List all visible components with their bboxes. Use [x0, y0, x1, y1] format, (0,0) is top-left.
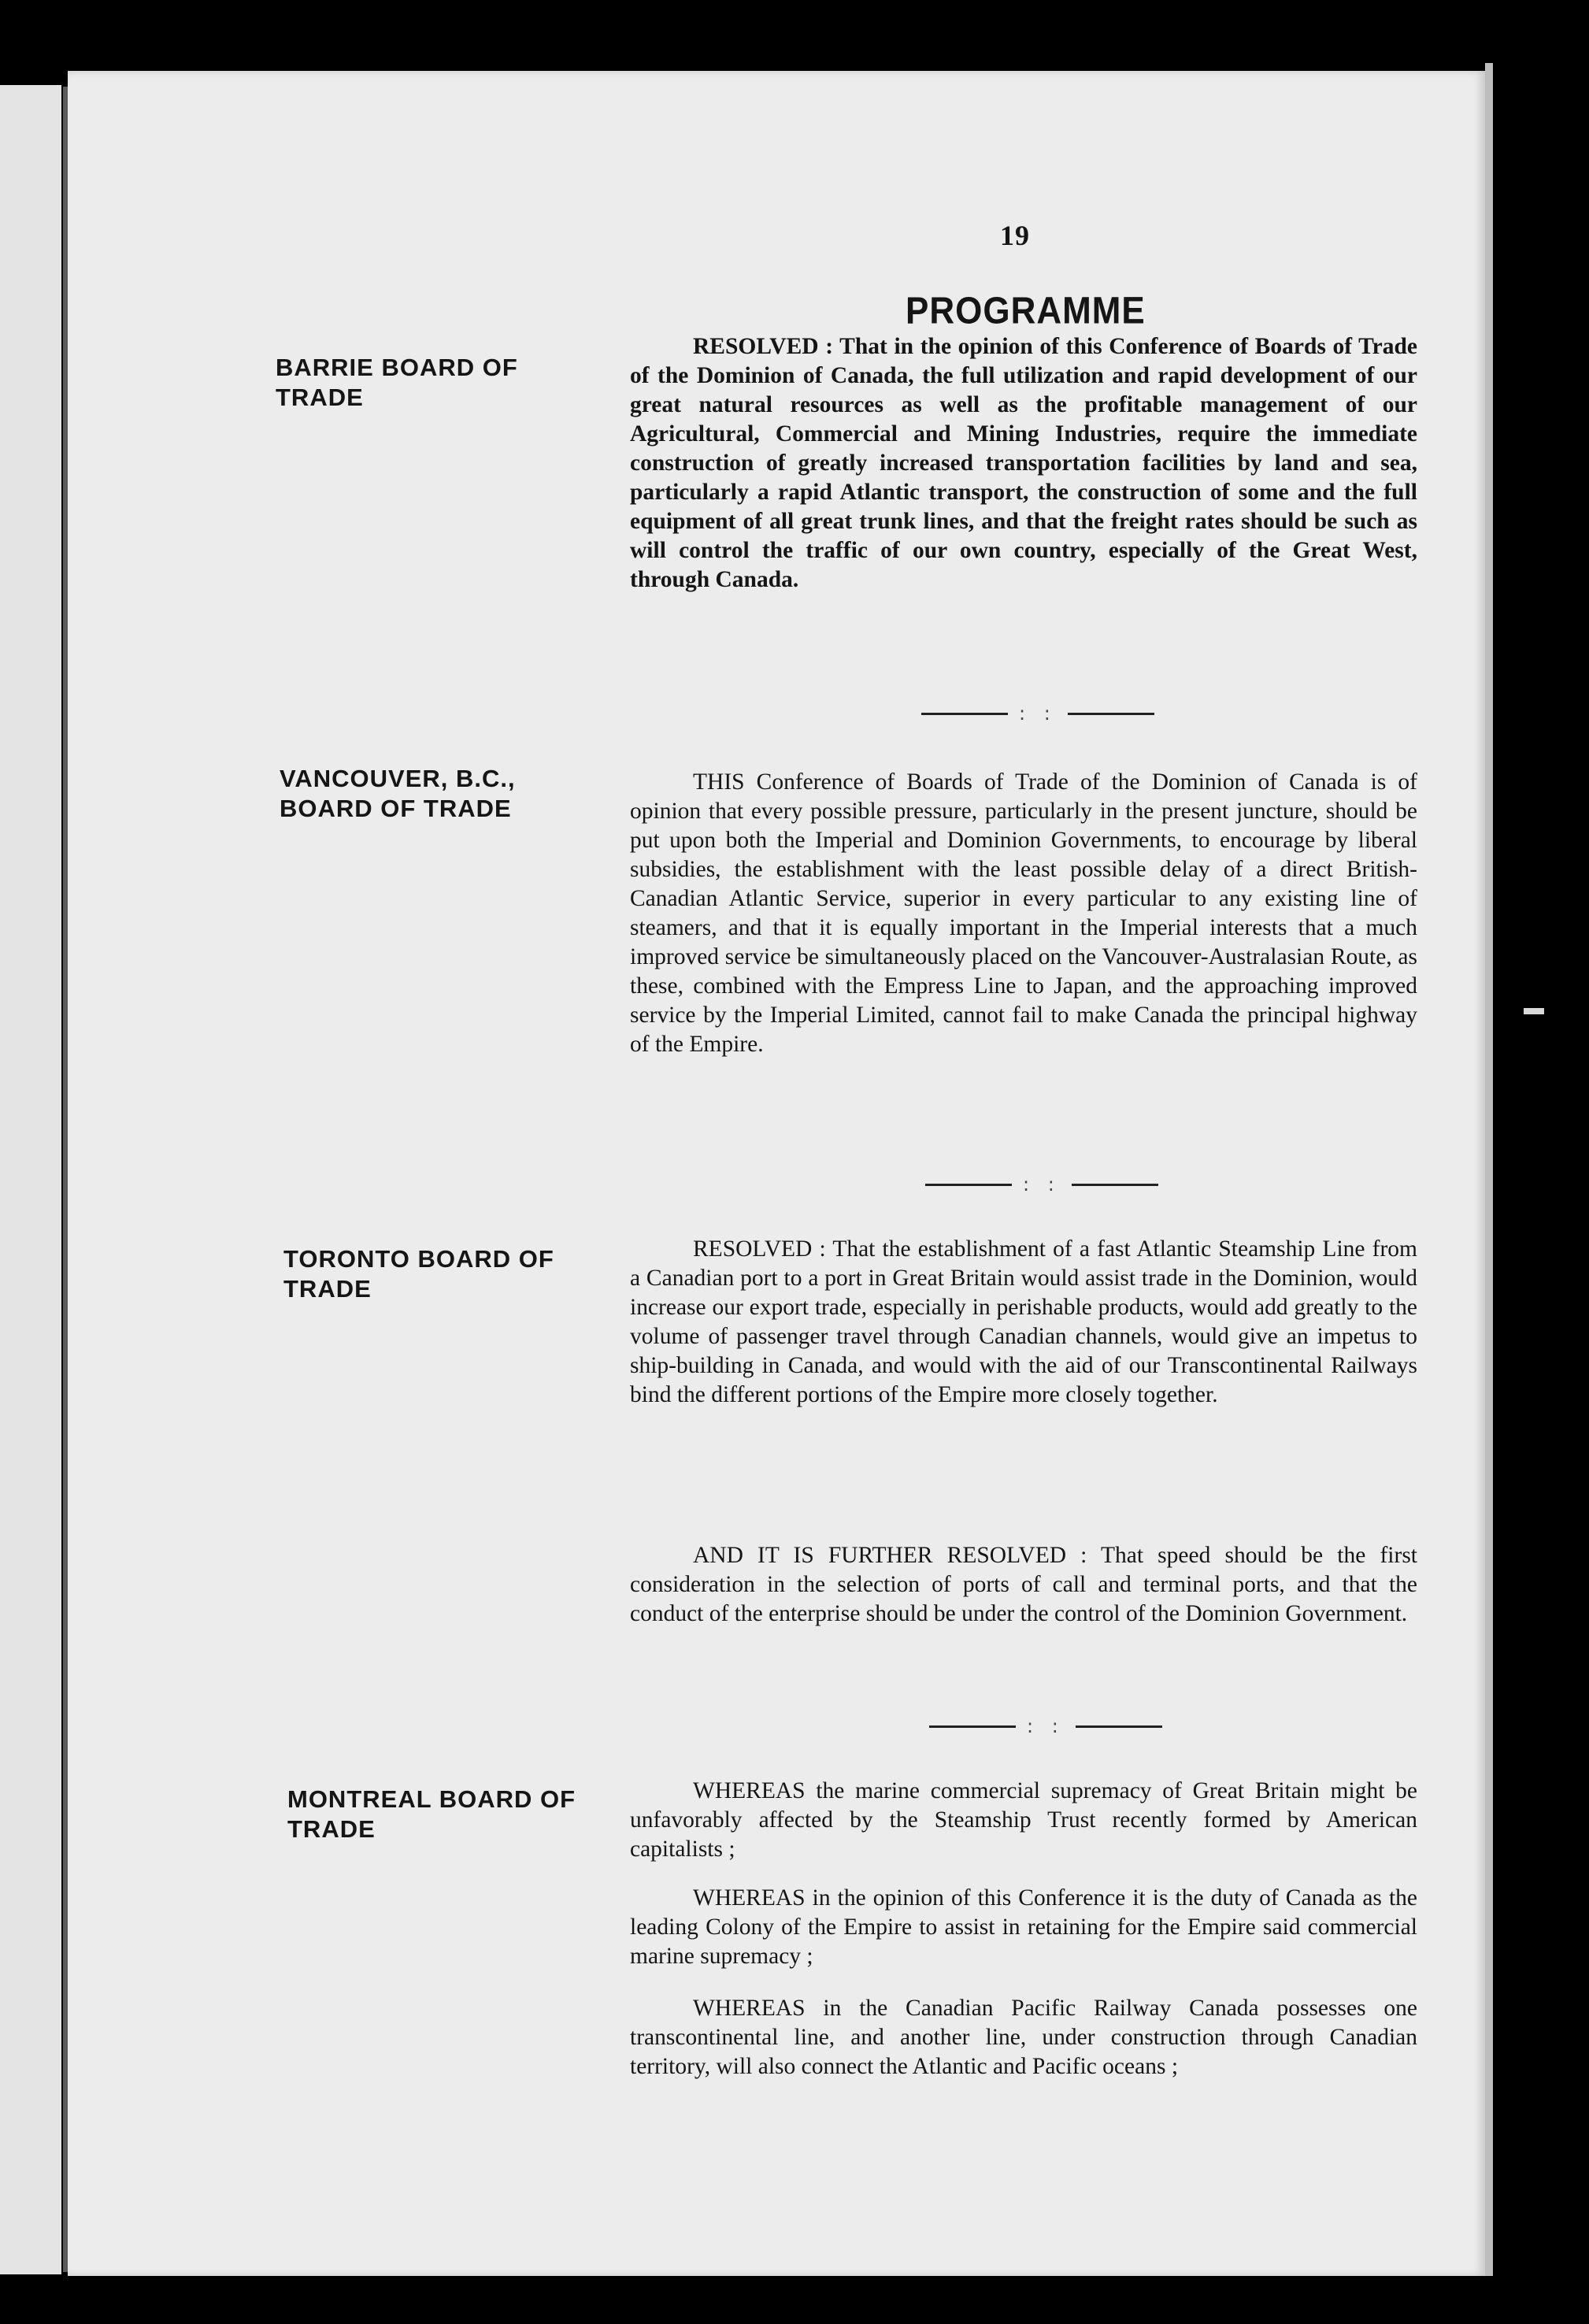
section-label-toronto: TORONTO BOARD OF TRADE: [283, 1245, 554, 1303]
whereas-clause-1: WHEREAS the marine commercial supremacy of Great Britain might be unfavorably affected by the Steamship Trust recently formed by American capitalists ;: [630, 1778, 1417, 1862]
section-label-barrie: BARRIE BOARD OF TRADE: [276, 354, 518, 411]
resolution-barrie: RESOLVED : That in the opinion of this Conference of Boards of Trade of the Dominion of Canada, the full utilization and rapid development of our great natural resources as well as the profitable management of our Agricultural, Commercial and Mining Industries, require the immediate construction of greatly increased transportation facilities by land and sea, particularly a rapid Atlantic transport, the construction of some and the full equipment of all great trunk lines, and that the freight rates should be such as will control the traffic of our own country, especially of the Great West, through Canada.: [630, 334, 1417, 592]
resolution-toronto-further: AND IT IS FURTHER RESOLVED : That speed should be the first consideration in the selection of ports of call and terminal ports, and that the conduct of the enterprise should be under the control of the Dominion Government.: [630, 1543, 1417, 1626]
section-separator: : :: [921, 706, 1154, 721]
section-separator: : :: [925, 1177, 1158, 1192]
resolution-toronto: RESOLVED : That the establishment of a fast Atlantic Steamship Line from a Canadian port to a port in Great Britain would assist trade in the Dominion, would increase our export trade, especially in perishable products, would add greatly to the volume of passenger travel through Canadian channels, would give an impetus to ship-building in Canada, and would with the aid of our Transcontinental Railways bind the different portions of the Empire more closely together.: [630, 1236, 1417, 1407]
whereas-clause-3: WHEREAS in the Canadian Pacific Railway Canada possesses one transcontinental line, and another line, under construction through Canadian territory, will also connect the Atlantic and Pacific oceans ;: [630, 1996, 1417, 2079]
whereas-clause-2: WHEREAS in the opinion of this Conference it is the duty of Canada as the leading Colony of the Empire to assist in retaining for the Empire said commercial marine supremacy ;: [630, 1885, 1417, 1969]
scan-speck: [1524, 1008, 1544, 1014]
page-number: 19: [1000, 220, 1030, 251]
section-label-vancouver: VANCOUVER, B.C., BOARD OF TRADE: [280, 765, 516, 822]
resolution-vancouver: THIS Conference of Boards of Trade of the Dominion of Canada is of opinion that every possible pressure, particularly in the present juncture, should be put upon both the Imperial and Dominion Governments, to encourage by liberal subsidies, the establishment with the least possible delay of a direct British-Canadian Atlantic Service, superior in every particular to any existing line of steamers, and that it is equally important in the Imperial interests that a much improved service be simultaneously placed on the Vancouver-Australasian Route, as these, combined with the Empress Line to Japan, and the approaching improved service by the Imperial Limited, cannot fail to make Canada the principal highway of the Empire.: [630, 769, 1417, 1057]
section-label-montreal: MONTREAL BOARD OF TRADE: [287, 1785, 576, 1843]
facing-page-edge: [0, 85, 61, 2274]
page-right-edge: [1485, 63, 1493, 2276]
page-title: PROGRAMME: [906, 289, 1146, 332]
section-separator: : :: [929, 1718, 1162, 1734]
